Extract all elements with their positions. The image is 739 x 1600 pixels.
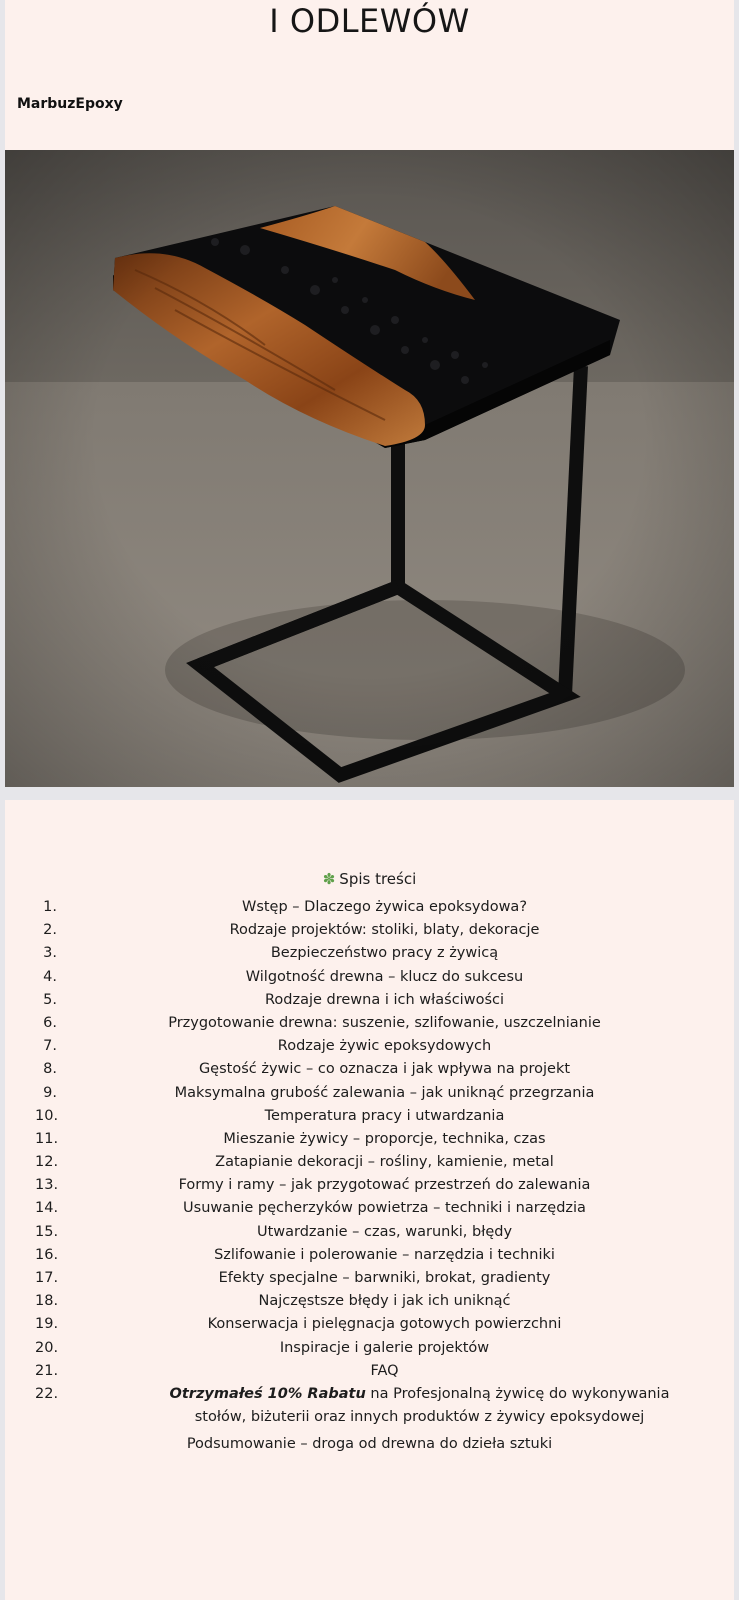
toc-item xyxy=(5,1128,734,1151)
clover-icon: ✽ xyxy=(322,870,336,888)
toc-item xyxy=(5,1151,734,1174)
toc-item-text: Efekty specjalne – barwniki, brokat, gradienty xyxy=(218,1270,551,1286)
toc-item-number: 18. xyxy=(35,1293,59,1310)
toc-item-number: 20. xyxy=(35,1339,59,1356)
toc-item xyxy=(5,1197,734,1220)
toc-item-text: Temperatura pracy i utwardzania xyxy=(264,1107,505,1124)
summary-line: Podsumowanie – droga od drewna do dzieła sztuki xyxy=(186,1436,553,1452)
toc-item-text: Mieszanie żywicy – proporcje, technika, czas xyxy=(223,1130,546,1147)
brand-name: MarbuzEpoxy xyxy=(17,96,123,112)
toc-item xyxy=(5,942,734,965)
toc-item-number: 10. xyxy=(35,1107,59,1124)
toc-item-text: Inspiracje i galerie projektów xyxy=(279,1339,490,1356)
document-page-1 xyxy=(5,0,734,787)
toc-item xyxy=(5,1058,734,1081)
toc-item-text: Wstęp – Dlaczego żywica epoksydowa? xyxy=(241,899,528,915)
toc-item xyxy=(5,1221,734,1244)
toc-item xyxy=(5,896,734,919)
toc-item-text: Maksymalna grubość zalewania – jak uniknąć przegrzania xyxy=(174,1084,595,1101)
toc-item-number: 9. xyxy=(43,1084,57,1101)
toc-item xyxy=(5,1082,734,1105)
toc-item xyxy=(5,1290,734,1313)
toc-item-text: Wilgotność drewna – klucz do sukcesu xyxy=(245,968,524,985)
toc-item-number: 11. xyxy=(35,1130,59,1147)
toc-item-number: 12. xyxy=(35,1154,59,1171)
toc-item-text: Najczęstsze błędy i jak ich uniknąć xyxy=(258,1293,511,1310)
toc-item-number: 7. xyxy=(43,1038,57,1055)
toc-item-number: 1. xyxy=(43,899,57,915)
toc-item-text: Utwardzanie – czas, warunki, błędy xyxy=(256,1223,513,1240)
toc-item xyxy=(5,1035,734,1058)
table-of-contents xyxy=(5,896,734,1431)
toc-item-number: 19. xyxy=(35,1316,59,1333)
toc-heading xyxy=(5,870,734,888)
toc-item xyxy=(5,919,734,942)
toc-item xyxy=(5,1105,734,1128)
toc-item-number: 14. xyxy=(35,1200,59,1217)
toc-item xyxy=(5,1313,734,1336)
toc-item-number: 6. xyxy=(43,1014,57,1031)
discount-text: na Profesjonalną żywicę do wykonywania stołów, biżuterii oraz innych produktów z żywicy epoksydowej xyxy=(194,1385,670,1425)
toc-item-number: 13. xyxy=(35,1177,59,1194)
page-title: I ODLEWÓW xyxy=(269,2,470,40)
toc-item-text: Gęstość żywic – co oznacza i jak wpływa na projekt xyxy=(198,1061,571,1078)
toc-item xyxy=(5,989,734,1012)
toc-item-text: Formy i ramy – jak przygotować przestrzeń do zalewania xyxy=(178,1177,591,1194)
toc-item-text: Rodzaje żywic epoksydowych xyxy=(277,1038,492,1055)
toc-item xyxy=(5,1244,734,1267)
toc-item-number: 8. xyxy=(43,1061,57,1078)
toc-item xyxy=(5,1174,734,1197)
toc-item xyxy=(5,1360,734,1383)
toc-item-text: Usuwanie pęcherzyków powietrza – techniki i narzędzia xyxy=(183,1200,586,1217)
toc-item-text: Szlifowanie i polerowanie – narzędzia i techniki xyxy=(214,1246,555,1263)
toc-item xyxy=(5,1337,734,1360)
toc-item xyxy=(5,1267,734,1290)
toc-item-number: 21. xyxy=(35,1362,59,1379)
toc-item-text: Przygotowanie drewna: suszenie, szlifowanie, uszczelnianie xyxy=(168,1014,601,1031)
toc-item-number: 5. xyxy=(43,991,57,1008)
toc-item xyxy=(5,966,734,989)
toc-item-text: Rodzaje projektów: stoliki, blaty, dekoracje xyxy=(229,922,540,939)
toc-item-text: Zatapianie dekoracji – rośliny, kamienie, metal xyxy=(215,1154,554,1171)
toc-item-number: 3. xyxy=(43,945,57,962)
toc-item-text xyxy=(155,1383,684,1429)
toc-item-discount xyxy=(5,1383,734,1431)
discount-highlight: Otrzymałeś 10% Rabatu xyxy=(169,1385,366,1402)
toc-item xyxy=(5,1012,734,1035)
toc-item-number: 2. xyxy=(43,922,57,939)
toc-item-number: 4. xyxy=(43,968,57,985)
epoxy-table-photo xyxy=(5,150,734,787)
toc-item-text: Konserwacja i pielęgnacja gotowych powierzchni xyxy=(207,1316,562,1333)
document-page-2 xyxy=(5,800,734,1600)
toc-item-number: 15. xyxy=(35,1223,59,1240)
toc-item-text: Rodzaje drewna i ich właściwości xyxy=(264,991,504,1008)
toc-item-number: 22. xyxy=(35,1385,59,1402)
toc-item-text: FAQ xyxy=(370,1362,399,1379)
toc-item-number: 17. xyxy=(35,1270,59,1286)
toc-item-number: 16. xyxy=(35,1246,59,1263)
toc-item-text: Bezpieczeństwo pracy z żywicą xyxy=(270,945,499,962)
toc-heading-text: Spis treści xyxy=(339,870,417,888)
